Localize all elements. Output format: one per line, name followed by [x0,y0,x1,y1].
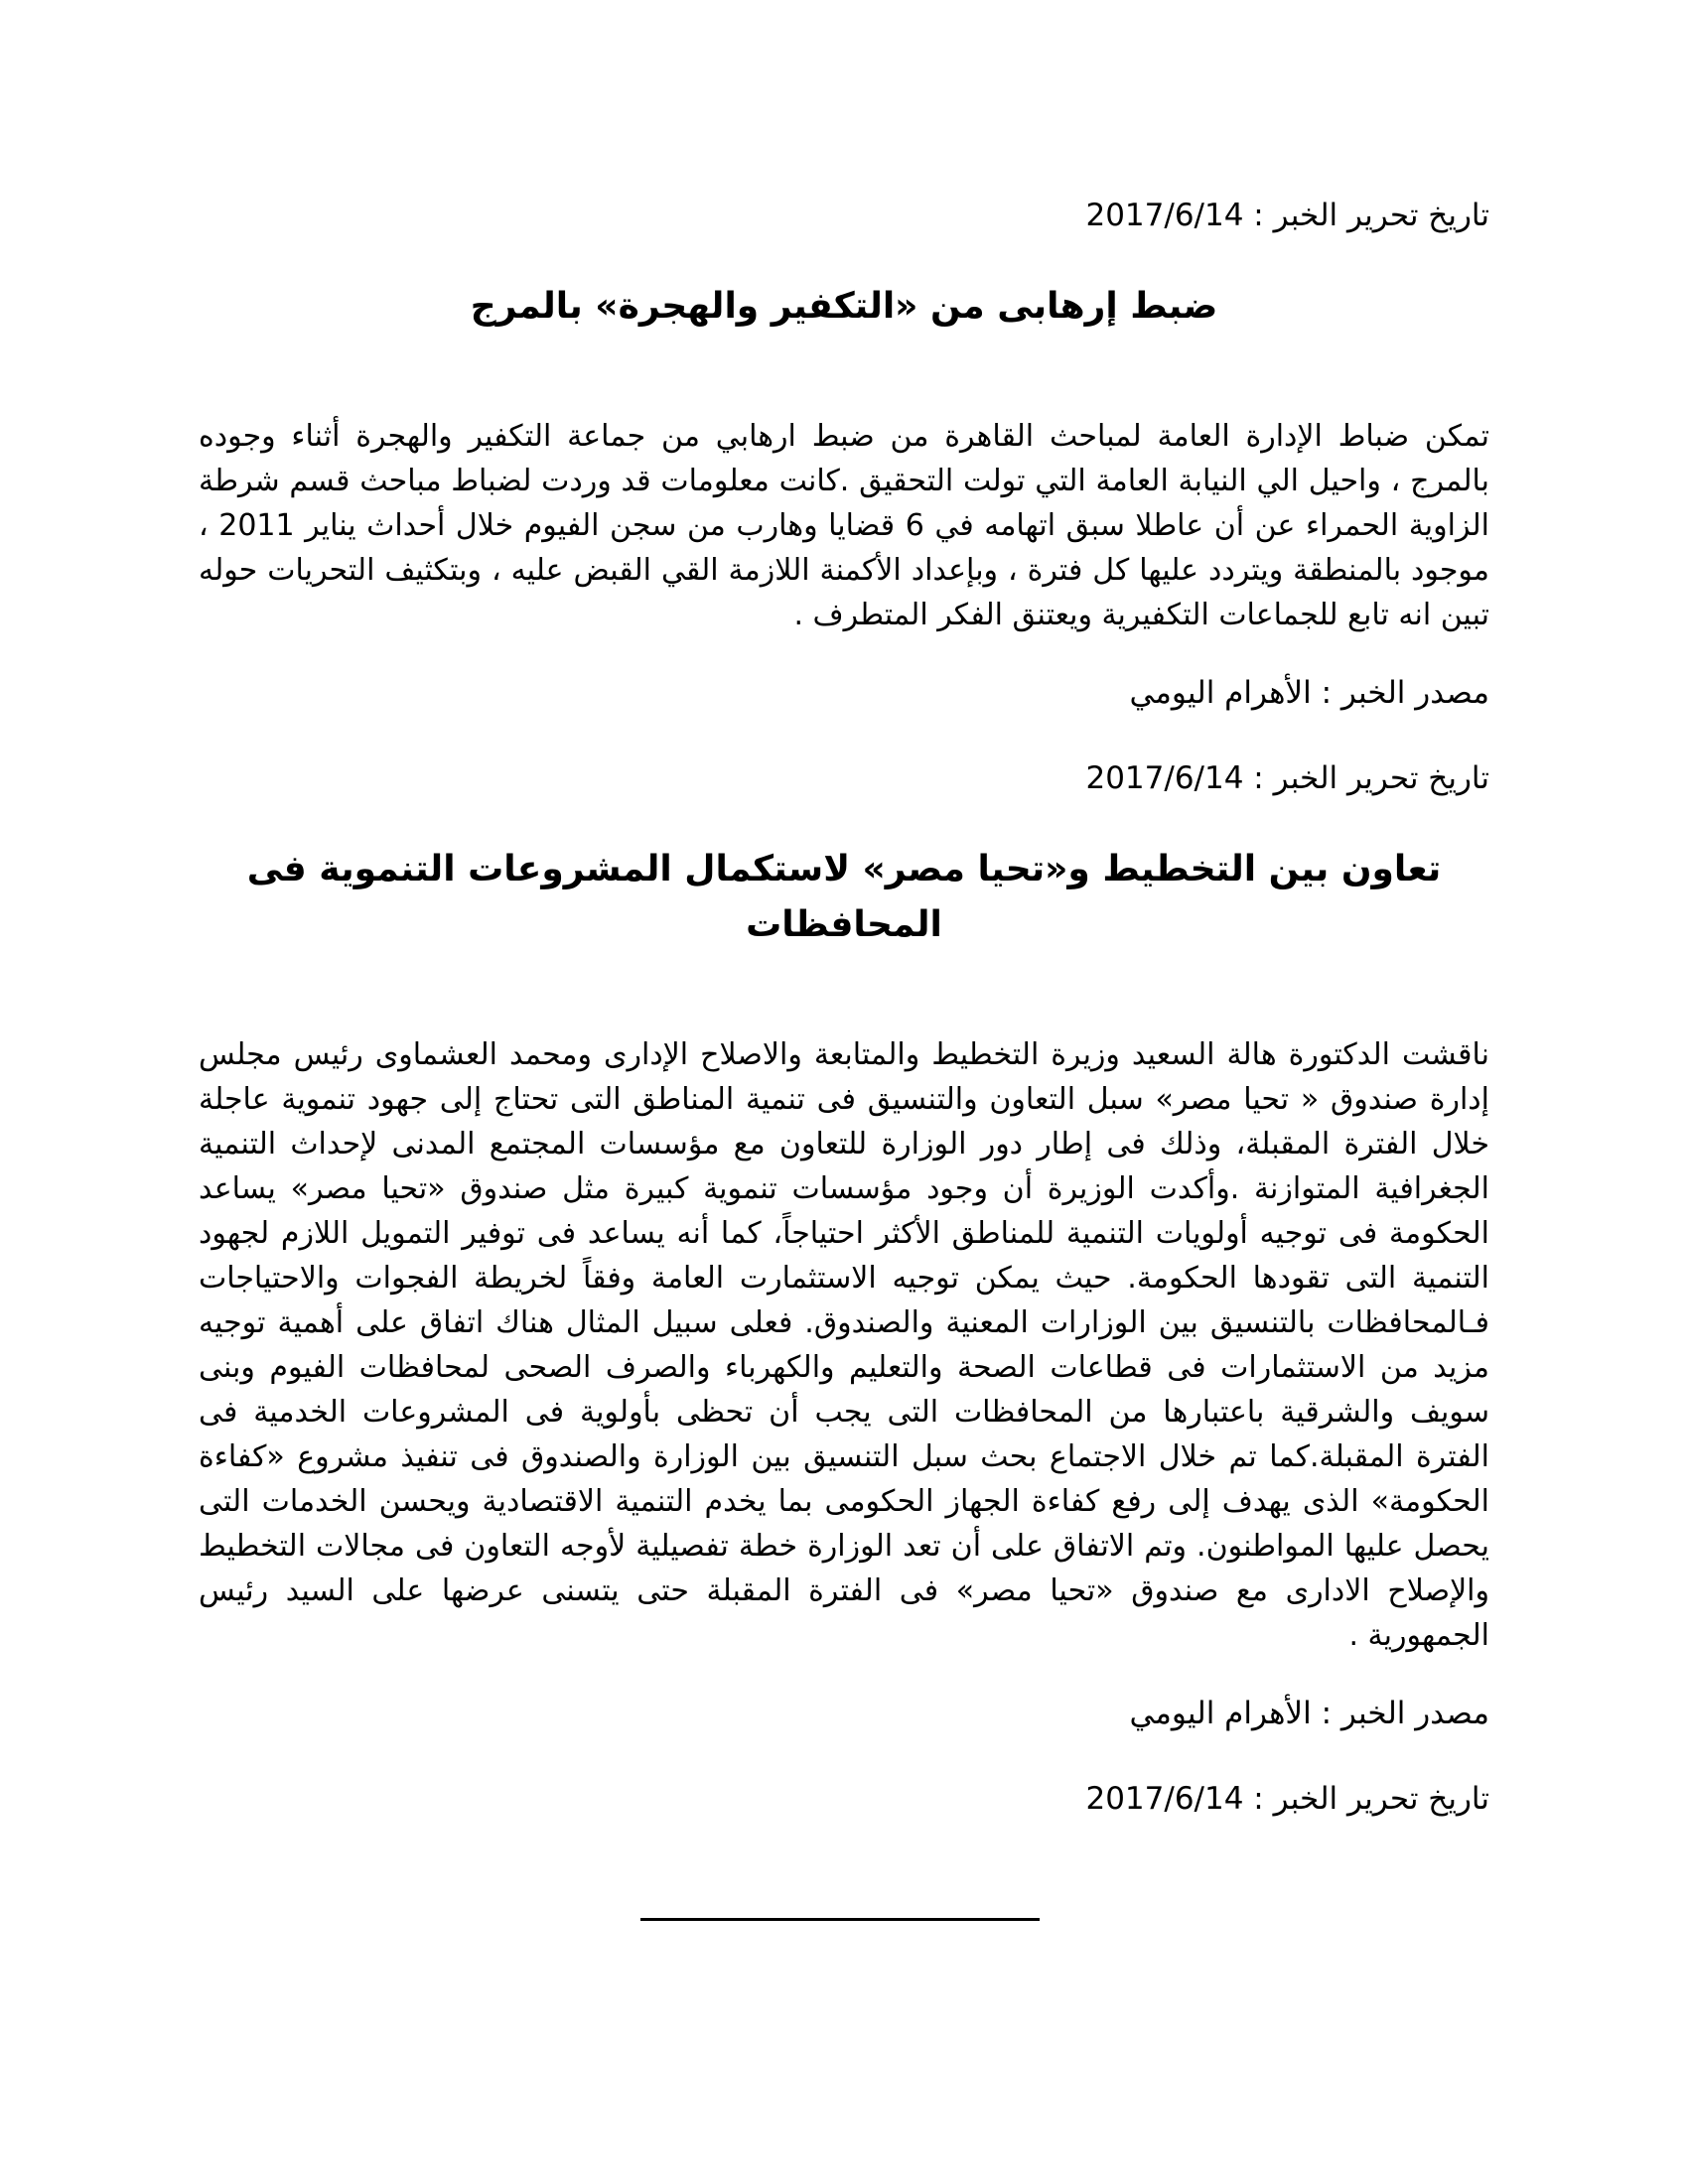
date-value: 2017/6/14 [1085,198,1244,233]
article-source [199,1692,1489,1735]
article-date [199,756,1489,800]
document-page [199,194,1489,1862]
article-body: ناقشت الدكتورة هالة السعيد وزيرة التخطيط والمتابعة والاصلاح الإدارى ومحمد العشماوى رئيس مجلس إدارة صندوق « تحيا مصر» سبل التعاون والتنسيق فى تنمية المناطق التى تحتاج إلى جهود تنموية عاجلة خلال الفترة المقبلة، وذلك فى إطار دور الوزارة للتعاون مع مؤسسات المجتمع المدنى لإحداث التنمية الجغرافية المتوازنة .وأكدت الوزيرة أن وجود مؤسسات تنموية كبيرة مثل صندوق «تحيا مصر» يساعد الحكومة فى توجيه أولويات التنمية للمناطق الأكثر احتياجاً، كما أنه يساعد فى توفير التمويل اللازم لجهود التنمية التى تقودها الحكومة. حيث يمكن توجيه الاستثمارت العامة وفقاً لخريطة الفجوات والاحتياجات فـالمحافظات بالتنسيق بين الوزارات المعنية والصندوق. فعلى سبيل المثال هناك اتفاق على أهمية توجيه مزيد من الاستثمارات فى قطاعات الصحة والتعليم والكهرباء والصرف الصحى لمحافظات الفيوم وبنى سويف والشرقية باعتبارها من المحافظات التى يجب أن تحظى بأولوية فى المشروعات الخدمية فى الفترة المقبلة.كما تم خلال الاجتماع بحث سبل التنسيق بين الوزارة والصندوق فى تنفيذ مشروع «كفاءة الحكومة» الذى يهدف إلى رفع كفاءة الجهاز الحكومى بما يخدم التنمية الاقتصادية ويحسن الخدمات التى يحصل عليها المواطنون. وتم الاتفاق على أن تعد الوزارة خطة تفصيلية لأوجه التعاون فى مجالات التخطيط والإصلاح الادارى مع صندوق «تحيا مصر» فى الفترة المقبلة حتى يتسنى عرضها على السيد رئيس الجمهورية . [199,1037,1489,1653]
date-label: تاريخ تحرير الخبر : [1253,1781,1489,1817]
article-date [199,1777,1489,1821]
source-value: الأهرام اليومي [1129,1696,1312,1731]
source-value: الأهرام اليومي [1129,675,1312,711]
divider-line [640,1918,1040,1921]
article-headline: ضبط إرهابى من «التكفير والهجرة» بالمرج [470,286,1218,327]
source-label: مصدر الخبر : [1321,675,1489,711]
source-label: مصدر الخبر : [1321,1696,1489,1731]
article-body: تمكن ضباط الإدارة العامة لمباحث القاهرة من ضبط ارهابي من جماعة التكفير والهجرة أثناء وجوده بالمرج ، واحيل الي النيابة العامة التي تولت التحقيق .كانت معلومات قد وردت لضباط مباحث قسم شرطة الزاوية الحمراء عن أن عاطلا سبق اتهامه في 6 قضايا وهارب من سجن الفيوم خلال أحداث يناير 2011 ، موجود بالمنطقة ويتردد عليها كل فترة ، وبإعداد الأكمنة اللازمة القي القبض عليه ، وبتكثيف التحريات حوله تبين انه تابع للجماعات التكفيرية ويعتنق الفكر المتطرف . [199,419,1489,632]
article-source [199,671,1489,715]
date-value: 2017/6/14 [1085,1781,1244,1817]
article-1 [199,194,1489,715]
article-headline: تعاون بين التخطيط و«تحيا مصر» لاستكمال المشروعات التنموية فى المحافظات [246,849,1442,945]
date-label: تاريخ تحرير الخبر : [1253,198,1489,233]
date-label: تاريخ تحرير الخبر : [1253,760,1489,796]
article-date [199,194,1489,237]
date-value: 2017/6/14 [1085,760,1244,796]
article-3 [199,1777,1489,1821]
article-2 [199,756,1489,1735]
